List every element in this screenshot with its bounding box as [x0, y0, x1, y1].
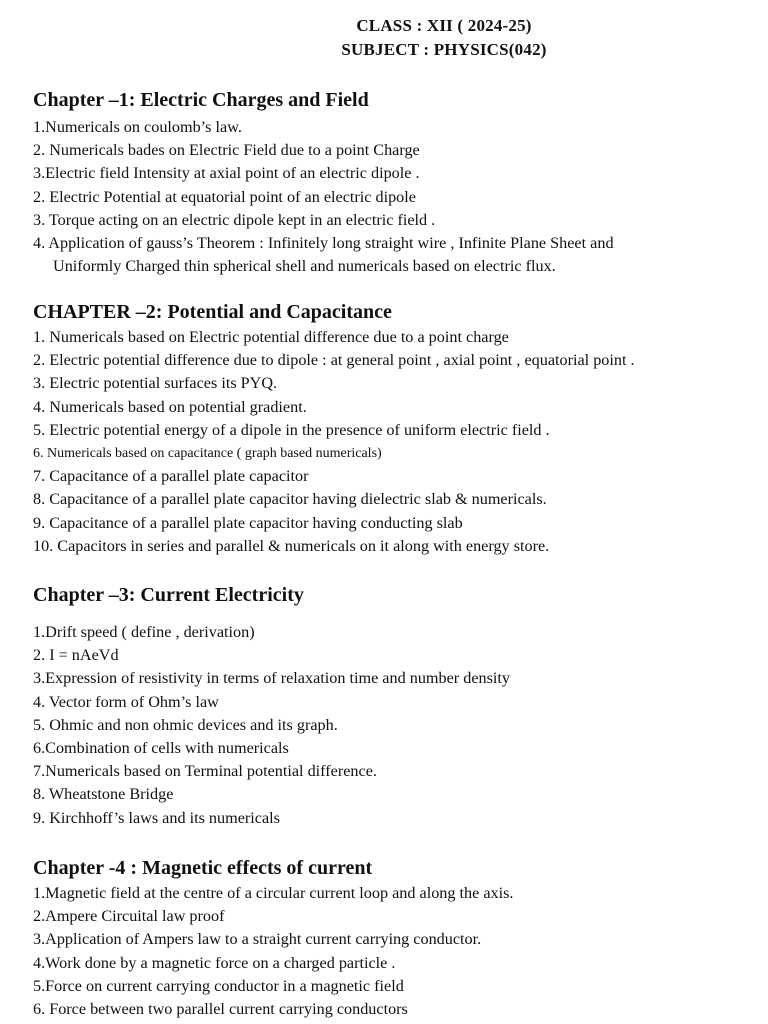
list-item: 4.Work done by a magnetic force on a charged particle . [33, 953, 396, 972]
chapter-3-title: Chapter –3: Current Electricity [33, 584, 304, 606]
list-item: 8. Wheatstone Bridge [33, 785, 174, 804]
list-item: 7.Numericals based on Terminal potential difference. [33, 762, 377, 781]
chapter-1-list [33, 116, 763, 278]
document-header [0, 14, 768, 62]
list-item: 6.Combination of cells with numericals [33, 739, 289, 758]
chapter-1-title: Chapter –1: Electric Charges and Field [33, 89, 369, 111]
list-item: 10. Capacitors in series and parallel & numericals on it along with energy store. [33, 536, 550, 555]
list-item: 4. Numericals based on potential gradient. [33, 397, 307, 416]
chapter-2-title: CHAPTER –2: Potential and Capacitance [33, 301, 392, 323]
chapter-4-section [33, 856, 763, 1021]
list-item-continuation: Uniformly Charged thin spherical shell and numericals based on electric flux. [53, 257, 556, 276]
list-item: 5.Force on current carrying conductor in a magnetic field [33, 976, 404, 995]
chapter-2-list [33, 326, 763, 558]
list-item: 8. Capacitance of a parallel plate capacitor having dielectric slab & numericals. [33, 490, 547, 509]
list-item: 3. Electric potential surfaces its PYQ. [33, 374, 278, 393]
chapter-4-list [33, 882, 763, 1021]
list-item: 6. Force between two parallel current carrying conductors [33, 1000, 408, 1019]
chapter-1-section [33, 88, 763, 278]
list-item: 2. Numericals bades on Electric Field due to a point Charge [33, 141, 420, 160]
list-item: 1. Numericals based on Electric potential difference due to a point charge [33, 328, 509, 346]
list-item: 1.Numericals on coulomb’s law. [33, 118, 242, 136]
list-item: 2.Ampere Circuital law proof [33, 907, 225, 926]
chapter-2-section [33, 300, 763, 558]
list-item: 3.Electric field Intensity at axial point of an electric dipole . [33, 164, 420, 183]
list-item: 5. Electric potential energy of a dipole in the presence of uniform electric field . [33, 420, 550, 439]
list-item [33, 232, 763, 278]
list-item: 1.Drift speed ( define , derivation) [33, 623, 255, 641]
list-item: 9. Capacitance of a parallel plate capacitor having conducting slab [33, 513, 463, 532]
subject-line: SUBJECT : PHYSICS(042) [341, 40, 547, 59]
list-item: 6. Numericals based on capacitance ( graph based numericals) [33, 446, 382, 462]
chapter-3-section [33, 583, 763, 830]
list-item: 5. Ohmic and non ohmic devices and its graph. [33, 715, 338, 734]
list-item: 9. Kirchhoff’s laws and its numericals [33, 808, 280, 827]
class-line: CLASS : XII ( 2024-25) [356, 16, 532, 35]
list-item: 7. Capacitance of a parallel plate capacitor [33, 467, 309, 486]
list-item: 3.Application of Ampers law to a straight current carrying conductor. [33, 930, 482, 949]
chapter-3-list [33, 621, 763, 830]
list-item: 2. Electric potential difference due to dipole : at general point , axial point , equatorial point . [33, 351, 635, 370]
list-item-text: 4. Application of gauss’s Theorem : Infinitely long straight wire , Infinite Plane Sheet and [33, 234, 614, 253]
list-item: 2. Electric Potential at equatorial point of an electric dipole [33, 187, 416, 206]
list-item: 2. I = nAeVd [33, 646, 119, 665]
list-item: 1.Magnetic field at the centre of a circular current loop and along the axis. [33, 884, 514, 902]
list-item: 3. Torque acting on an electric dipole kept in an electric field . [33, 210, 436, 229]
list-item: 3.Expression of resistivity in terms of relaxation time and number density [33, 669, 510, 688]
chapter-4-title: Chapter -4 : Magnetic effects of current [33, 857, 373, 879]
list-item: 4. Vector form of Ohm’s law [33, 692, 219, 711]
